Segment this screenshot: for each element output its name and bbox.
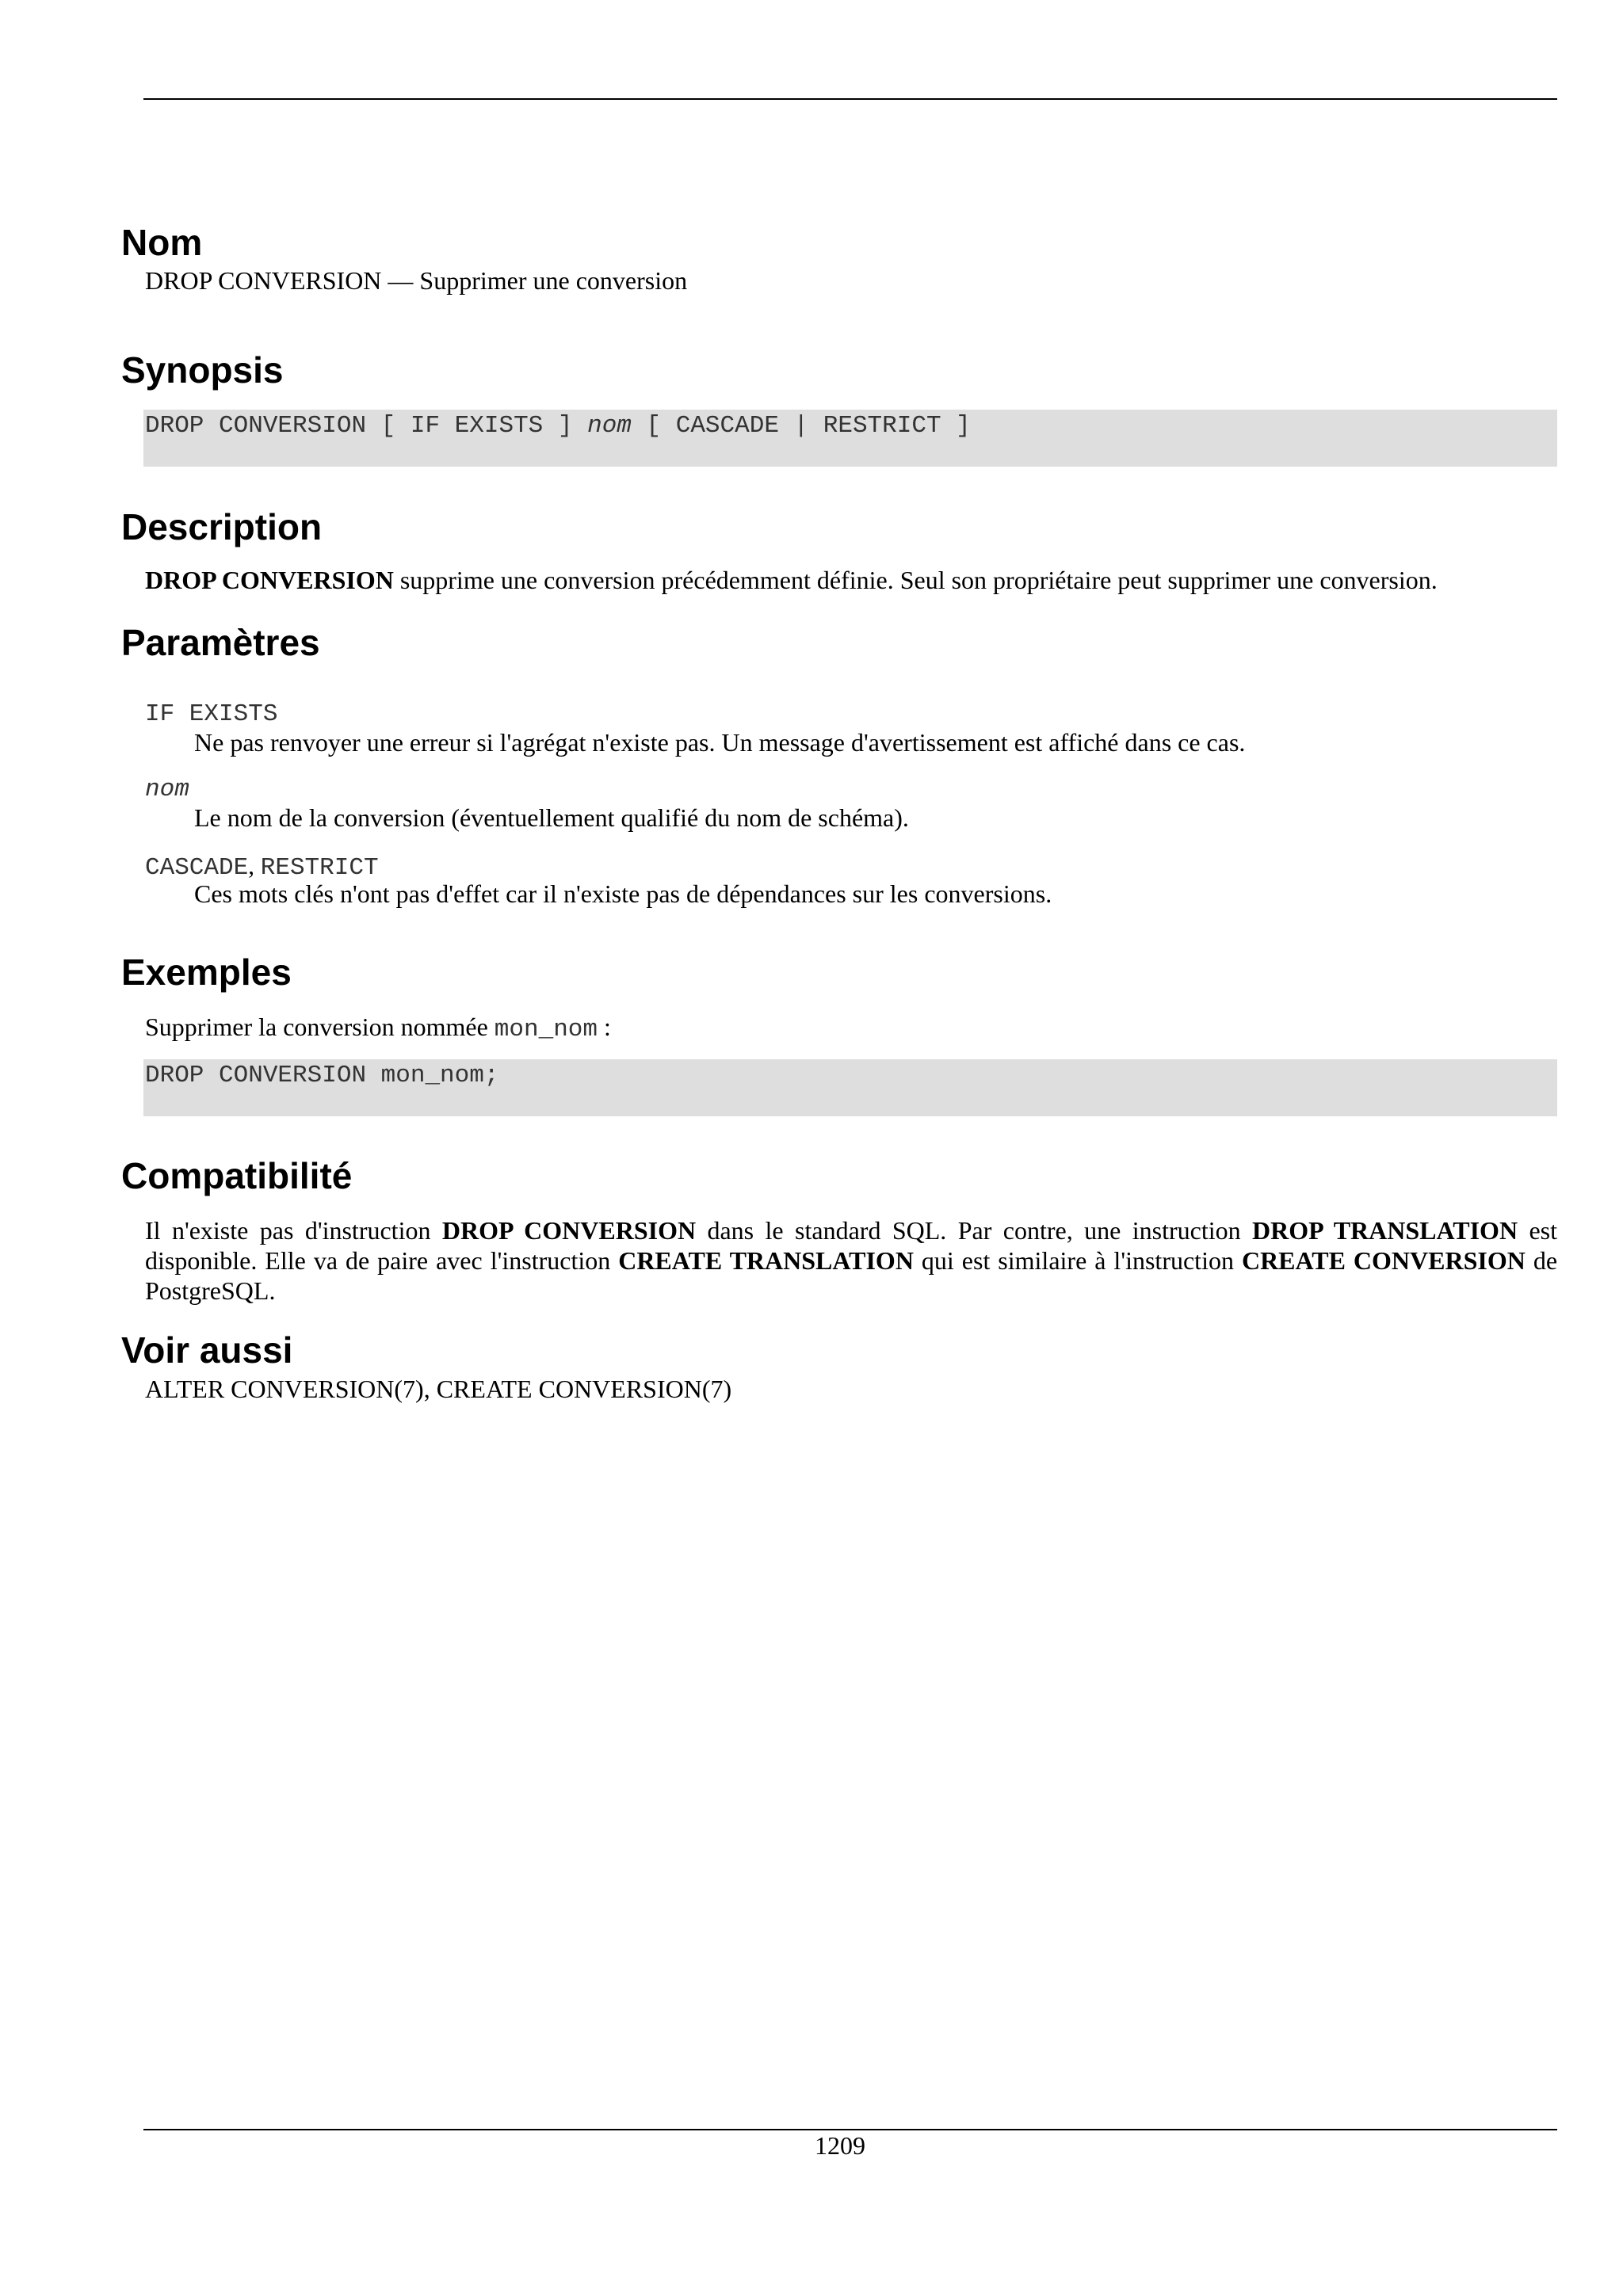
param-term-if-exists: IF EXISTS [145, 700, 278, 728]
synopsis-code-after: [ CASCADE | RESTRICT ] [631, 412, 971, 440]
compat-text-3: est disponible. Elle va de paire avec l'instruction [145, 1216, 1558, 1275]
description-body: supprime une conversion précédemment définie. Seul son propriétaire peut supprimer une conversion. [393, 566, 1438, 594]
heading-nom: Nom [121, 222, 203, 263]
heading-compatibilite: Compatibilité [121, 1155, 353, 1196]
description-text [145, 565, 1438, 595]
param-def-nom: Le nom de la conversion (éventuellement qualifié du nom de schéma). [194, 803, 909, 832]
heading-voir-aussi: Voir aussi [121, 1329, 293, 1371]
compat-bold-create-translation: CREATE TRANSLATION [618, 1246, 914, 1275]
param-def-cascade-restrict: Ces mots clés n'ont pas d'effet car il n'existe pas de dépendances sur les conversions. [194, 879, 1052, 908]
param-term-cascade: CASCADE [145, 854, 249, 882]
heading-parametres: Paramètres [121, 622, 320, 663]
compat-text-4: qui est similaire à l'instruction [913, 1246, 1242, 1275]
description-bold-command: DROP CONVERSION [145, 566, 394, 594]
compatibilite-paragraph [145, 1215, 1557, 1306]
compat-bold-drop-translation: DROP TRANSLATION [1252, 1216, 1518, 1245]
compat-text-1: Il n'existe pas d'instruction [145, 1216, 442, 1245]
exemples-intro-after: : [598, 1013, 611, 1041]
param-term-separator: , [248, 852, 261, 879]
voir-aussi-text: ALTER CONVERSION(7), CREATE CONVERSION(7) [145, 1375, 732, 1403]
compat-text-5: de PostgreSQL. [145, 1246, 1558, 1305]
compat-bold-create-conversion: CREATE CONVERSION [1241, 1246, 1526, 1275]
exemples-intro-code: mon_nom [494, 1016, 598, 1043]
param-term-restrict: RESTRICT [260, 854, 379, 882]
heading-description: Description [121, 506, 323, 547]
page-number: 1209 [815, 2131, 865, 2160]
synopsis-code-block [143, 410, 1557, 467]
param-term-nom: nom [145, 776, 189, 803]
exemples-code-block: DROP CONVERSION mon_nom; [143, 1059, 1557, 1116]
synopsis-code-before: DROP CONVERSION [ IF EXISTS ] [145, 412, 588, 440]
compat-bold-drop-conversion: DROP CONVERSION [441, 1216, 697, 1245]
exemples-intro [145, 1012, 611, 1045]
header-rule [143, 98, 1557, 100]
compat-text-2: dans le standard SQL. Par contre, une instruction [696, 1216, 1252, 1245]
synopsis-code-param: nom [587, 412, 632, 440]
nom-text: DROP CONVERSION — Supprimer une conversion [145, 266, 688, 295]
exemples-intro-text: Supprimer la conversion nommée [145, 1013, 495, 1041]
heading-synopsis: Synopsis [121, 349, 284, 391]
heading-exemples: Exemples [121, 952, 292, 993]
param-def-if-exists: Ne pas renvoyer une erreur si l'agrégat n'existe pas. Un message d'avertissement est affiché dans ce cas. [194, 728, 1246, 757]
